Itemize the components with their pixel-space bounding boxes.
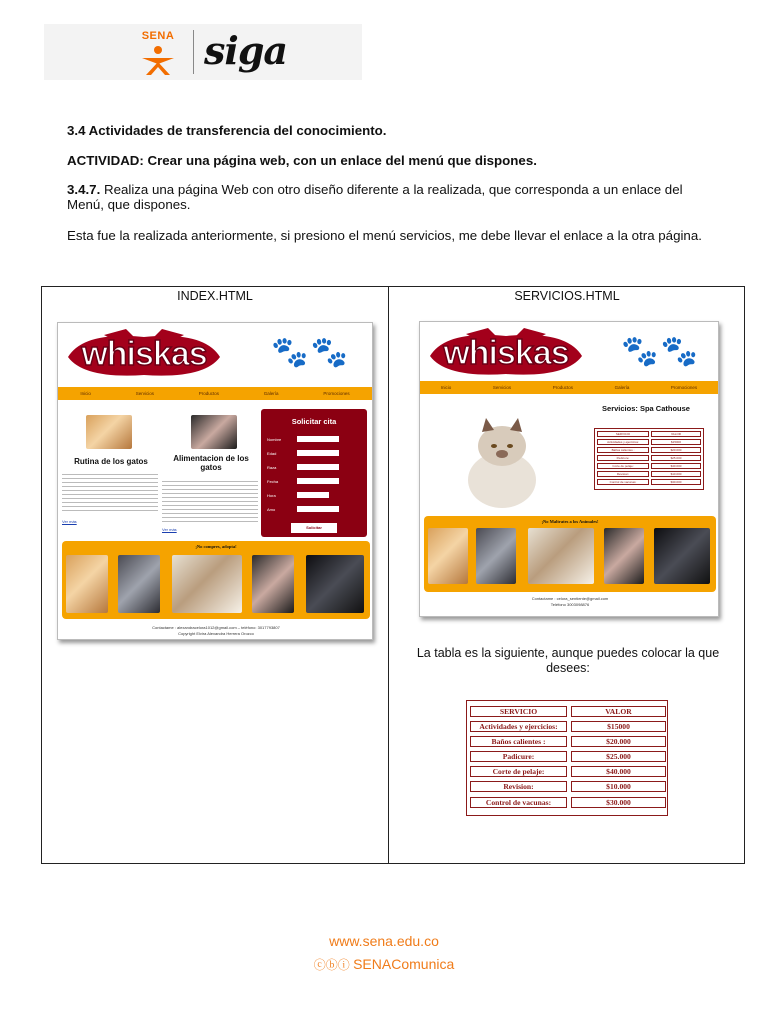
col1-text: [62, 471, 158, 511]
col2-text: [162, 478, 258, 522]
table-row: [470, 736, 666, 747]
gallery-cat-5: [654, 528, 710, 584]
mini-cell: Corte de pelaje:: [597, 463, 649, 469]
service-name: Actividades y ejercicios:: [470, 721, 567, 732]
gallery-cat-2: [476, 528, 516, 584]
gallery-cat-3: [528, 528, 594, 584]
mini-row: [597, 431, 701, 437]
whiskas-brand: whiskas: [81, 335, 207, 373]
table-header-row: [470, 706, 666, 717]
mini-cell: SERVICIO: [597, 431, 649, 437]
service-price: $25.000: [571, 751, 666, 762]
nav-item-inicio[interactable]: Inicio: [440, 385, 452, 390]
paragraph-body: Realiza una página Web con otro diseño diferente a la realizada, que corresponda a un enlace del Menú, que dispones.: [67, 182, 683, 212]
servicios-footer-phone: Teléfono 3003098876: [550, 602, 590, 607]
gallery-cat-5: [306, 555, 364, 613]
sena-figure-icon: [136, 30, 180, 76]
mini-row: [597, 455, 701, 461]
mini-cell: Control de vacunas:: [597, 479, 649, 485]
servicios-page-screenshot: [419, 321, 719, 617]
mini-row: [597, 447, 701, 453]
footer-social: [0, 956, 768, 973]
whiskas-header: [58, 323, 372, 383]
paragraph-previous: Esta fue la realizada anteriormente, si presiono el menú servicios, me debe llevar el enlace a la otra página.: [67, 228, 702, 243]
raza-input[interactable]: [297, 464, 339, 470]
cat-food-photo: [191, 415, 237, 449]
mini-cell: $20.000: [651, 447, 701, 453]
column-divider: [388, 287, 389, 863]
index-footer-contact: Contactame : alexandracelora1012@gmail.com – teléfono: 3017793807: [152, 625, 280, 630]
gallery-title: ¡No compres, adopta!: [195, 544, 237, 549]
mini-row: [597, 471, 701, 477]
nav-item-galeria[interactable]: Galería: [263, 391, 279, 396]
nav-item-inicio[interactable]: Inicio: [80, 391, 91, 396]
footer-website[interactable]: www.sena.edu.co: [329, 933, 439, 949]
servicios-navbar: [420, 381, 718, 394]
service-name: Baños calientes :: [470, 736, 567, 747]
servicios-column-header: SERVICIOS.HTML: [514, 289, 620, 303]
field-label-amo: Amo: [267, 507, 276, 512]
index-column-header: INDEX.HTML: [177, 289, 253, 303]
field-label-fecha: Fecha: [267, 479, 279, 484]
adopt-gallery: [62, 541, 370, 619]
field-label-hora: Hora: [267, 493, 276, 498]
gallery-cat-1: [428, 528, 468, 584]
servicios-title: Servicios: Spa Cathouse: [602, 404, 690, 413]
service-name: Revision:: [470, 781, 567, 792]
amo-input[interactable]: [297, 506, 339, 512]
appointment-form: [261, 409, 367, 537]
nav-item-promociones[interactable]: Promociones: [670, 385, 698, 390]
persian-cat-photo: [424, 398, 574, 512]
col2-link[interactable]: Ver más: [162, 527, 177, 532]
service-name: Control de vacunas:: [470, 797, 567, 808]
field-label-nombre: Nombre: [267, 437, 282, 442]
field-label-edad: Edad: [267, 451, 277, 456]
whiskas-header: [420, 322, 718, 382]
nombre-input[interactable]: [297, 436, 339, 442]
logo-divider: [193, 30, 194, 74]
table-row: [470, 721, 666, 732]
mini-cell: $30.000: [651, 479, 701, 485]
index-navbar: [58, 387, 372, 400]
mini-row: [597, 479, 701, 485]
hora-input[interactable]: [297, 492, 329, 498]
header-logo: [44, 24, 362, 80]
gallery-cat-2: [118, 555, 160, 613]
col2-title: Alimentacion de los gatos: [173, 454, 249, 472]
mini-row: [597, 439, 701, 445]
col1-title: Rutina de los gatos: [74, 457, 148, 466]
mini-cell: Pedicure:: [597, 455, 649, 461]
table-row: [470, 751, 666, 762]
social-icons: ⓒⓑⓘ: [313, 958, 354, 972]
mini-cell: $40.000: [651, 463, 701, 469]
services-table: [466, 700, 668, 816]
mini-cell: $15000: [651, 439, 701, 445]
mini-service-table: [594, 428, 704, 490]
service-name: Corte de pelaje:: [470, 766, 567, 777]
gallery-title: ¡No Maltrates a los Animales!: [541, 519, 599, 524]
paragraph-3-4-7: [67, 182, 707, 212]
mini-cell: Revision:: [597, 471, 649, 477]
mini-cell: $25.000: [651, 455, 701, 461]
service-price: $10.000: [571, 781, 666, 792]
edad-input[interactable]: [297, 450, 339, 456]
paw-prints-icon: 🐾🐾: [271, 336, 350, 369]
fecha-input[interactable]: [297, 478, 339, 484]
cat-photo: [86, 415, 132, 449]
persian-cat-icon: [424, 398, 574, 512]
service-price: $15000: [571, 721, 666, 732]
gallery-cat-4: [252, 555, 294, 613]
header-valor: VALOR: [571, 706, 666, 717]
service-price: $20.000: [571, 736, 666, 747]
siga-logo: siga: [204, 28, 288, 73]
mini-row: [597, 463, 701, 469]
sena-logo: [136, 30, 180, 76]
solicitar-button[interactable]: Solicitar: [291, 523, 337, 533]
table-caption: La tabla es la siguiente, aunque puedes colocar la que desees:: [416, 646, 720, 675]
gallery-cat-3: [172, 555, 242, 613]
nav-item-productos[interactable]: Productos: [552, 385, 573, 390]
table-row: [470, 797, 666, 808]
form-title: Solicitar cita: [291, 417, 337, 426]
nav-item-promociones[interactable]: Promociones: [323, 391, 350, 396]
table-row: [470, 766, 666, 777]
mini-cell: VALOR: [651, 431, 701, 437]
nav-item-productos[interactable]: Productos: [198, 391, 219, 396]
index-page-screenshot: [57, 322, 373, 640]
gallery-cat-1: [66, 555, 108, 613]
service-price: $30.000: [571, 797, 666, 808]
whiskas-brand: whiskas: [443, 334, 569, 372]
service-price: $40.000: [571, 766, 666, 777]
nav-item-servicios[interactable]: Servicios: [492, 385, 512, 390]
service-name: Padicure:: [470, 751, 567, 762]
no-maltrates-gallery: [424, 516, 716, 592]
servicios-footer-contact: Contactame : celora_sentiente@gmail.com: [531, 596, 609, 601]
paw-prints-icon: 🐾🐾: [621, 335, 700, 368]
col1-link[interactable]: Ver más: [62, 519, 77, 524]
activity-title: ACTIVIDAD: Crear una página web, con un enlace del menú que dispones.: [67, 153, 537, 168]
field-label-raza: Raza: [267, 465, 277, 470]
section-title: 3.4 Actividades de transferencia del conocimiento.: [67, 123, 387, 138]
table-row: [470, 781, 666, 792]
header-servicio: SERVICIO: [470, 706, 567, 717]
mini-cell: Baños calientes :: [597, 447, 649, 453]
paragraph-number: 3.4.7.: [67, 182, 101, 197]
nav-item-servicios[interactable]: Servicios: [135, 391, 154, 396]
mini-cell: $10.000: [651, 471, 701, 477]
mini-cell: Actividades y ejercicios:: [597, 439, 649, 445]
social-handle[interactable]: SENAComunica: [353, 956, 455, 972]
sena-logo-text: SENA: [141, 30, 175, 42]
gallery-cat-4: [604, 528, 644, 584]
index-footer-copyright: Copyright Elvira Alexandra Herrera Orozco: [178, 631, 254, 636]
nav-item-galeria[interactable]: Galería: [614, 385, 630, 390]
